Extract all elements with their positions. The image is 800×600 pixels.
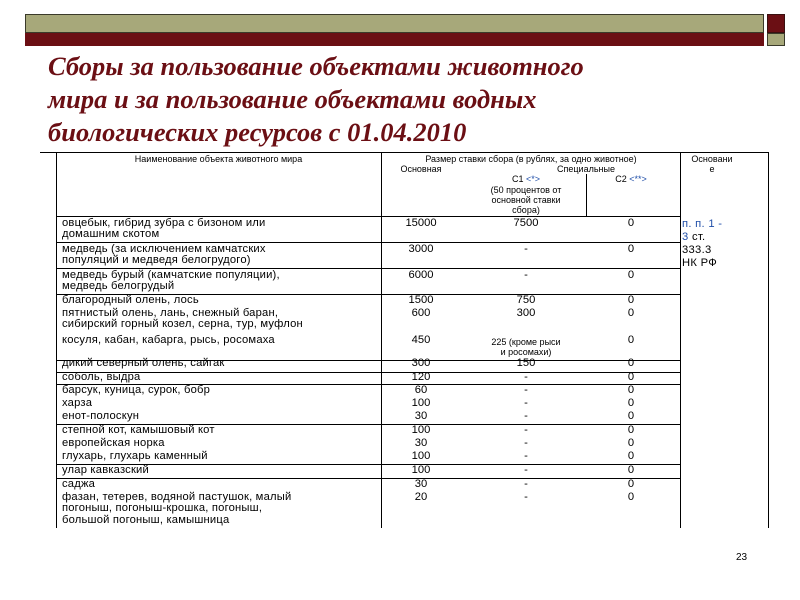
row-c1-rate: - bbox=[524, 269, 528, 281]
row-name: саджа bbox=[62, 478, 96, 490]
row-c1-rate: - bbox=[524, 491, 528, 503]
row-c1-rate: 150 bbox=[516, 357, 536, 369]
row-basic-rate: 30 bbox=[414, 437, 428, 449]
row-basic-rate: 100 bbox=[411, 464, 431, 476]
row-name bbox=[62, 244, 334, 267]
row-basic-rate: 120 bbox=[411, 371, 431, 383]
grid-line bbox=[680, 152, 681, 528]
header-rate: Размер ставки сбора (в рублях, за одно животное) bbox=[425, 154, 637, 164]
row-name: глухарь, глухарь каменный bbox=[62, 450, 208, 462]
row-c2-rate: 0 bbox=[627, 357, 635, 369]
header-c1-note-3: сбора) bbox=[512, 205, 540, 215]
row-c2-rate: 0 bbox=[627, 384, 635, 396]
row-c2-rate: 0 bbox=[627, 397, 635, 409]
row-c2-rate: 0 bbox=[627, 269, 635, 281]
header-c1 bbox=[466, 174, 586, 184]
basis-text: 333.3 bbox=[682, 244, 712, 256]
row-name bbox=[62, 270, 334, 293]
basis-link-clause-3[interactable]: 3 bbox=[682, 231, 689, 243]
row-name-line: сибирский горный козел, серна, тур, муфлон bbox=[62, 318, 303, 331]
row-name: благородный олень, лось bbox=[62, 294, 199, 306]
basis-cell bbox=[682, 218, 768, 270]
row-c2-rate: 0 bbox=[627, 334, 635, 346]
row-c2-rate: 0 bbox=[627, 243, 635, 255]
row-name-line: медведь (за исключением камчатских bbox=[62, 243, 266, 255]
row-name-line: домашним скотом bbox=[62, 228, 160, 241]
slide-title bbox=[48, 50, 748, 149]
row-c2-rate: 0 bbox=[627, 491, 635, 503]
row-basic-rate: 15000 bbox=[405, 217, 437, 229]
row-basic-rate: 60 bbox=[414, 384, 428, 396]
row-c1-rate bbox=[466, 337, 586, 357]
row-basic-rate: 100 bbox=[411, 450, 431, 462]
row-basic-rate: 20 bbox=[414, 491, 428, 503]
grid-line bbox=[586, 174, 587, 216]
row-name: соболь, выдра bbox=[62, 371, 141, 383]
row-basic-rate: 30 bbox=[414, 410, 428, 422]
row-basic-rate: 30 bbox=[414, 478, 428, 490]
row-c2-rate: 0 bbox=[627, 371, 635, 383]
row-c2-rate: 0 bbox=[627, 217, 635, 229]
row-c2-rate: 0 bbox=[627, 478, 635, 490]
row-c1-rate: - bbox=[524, 410, 528, 422]
header-c2-ref: <**> bbox=[629, 174, 647, 184]
row-basic-rate: 450 bbox=[411, 334, 431, 346]
row-name-line: погоныш, погоныш-крошка, погоныш, bbox=[62, 502, 263, 515]
row-name-line: большой погоныш, камышница bbox=[62, 513, 230, 526]
title-line: биологических ресурсов с 01.04.2010 bbox=[48, 117, 467, 147]
row-c1-rate: 300 bbox=[516, 307, 536, 319]
row-name: степной кот, камышовый кот bbox=[62, 424, 215, 436]
page-number: 23 bbox=[736, 552, 748, 563]
row-basic-rate: 300 bbox=[411, 357, 431, 369]
row-name: енот-полоскун bbox=[62, 410, 140, 422]
row-c1-line: и росомахи) bbox=[500, 347, 552, 357]
row-name: косуля, кабан, кабарга, рысь, росомаха bbox=[62, 334, 275, 346]
row-basic-rate: 100 bbox=[411, 424, 431, 436]
header-c1-ref: <*> bbox=[526, 174, 541, 184]
row-name-line: овцебык, гибрид зубра с бизоном или bbox=[62, 217, 266, 229]
row-c1-rate: - bbox=[524, 437, 528, 449]
row-c2-rate: 0 bbox=[627, 437, 635, 449]
row-name: улар кавказский bbox=[62, 464, 149, 476]
header-basis-2: е bbox=[709, 164, 715, 174]
title-line: Сборы за пользование объектами животного bbox=[48, 51, 584, 81]
row-c2-rate: 0 bbox=[627, 450, 635, 462]
grid-line bbox=[56, 152, 57, 528]
row-c1-rate: 7500 bbox=[513, 217, 539, 229]
grid-line bbox=[768, 152, 769, 528]
header-bar-olive bbox=[25, 14, 764, 33]
row-c1-rate: - bbox=[524, 450, 528, 462]
row-c1-line: 225 (кроме рыси bbox=[491, 337, 561, 347]
row-name: харза bbox=[62, 397, 93, 409]
header-c1-label: С1 bbox=[511, 174, 524, 184]
row-c2-rate: 0 bbox=[627, 424, 635, 436]
basis-text: НК РФ bbox=[682, 257, 718, 269]
basis-text: ст. bbox=[691, 231, 706, 243]
row-c1-rate: - bbox=[524, 424, 528, 436]
row-basic-rate: 100 bbox=[411, 397, 431, 409]
row-name-line: пятнистый олень, лань, снежный баран, bbox=[62, 307, 279, 319]
row-name: барсук, куница, сурок, бобр bbox=[62, 384, 211, 396]
row-c1-rate: 750 bbox=[516, 294, 536, 306]
row-name-line: медведь бурый (камчатские популяции), bbox=[62, 269, 280, 281]
header-square-maroon bbox=[767, 14, 785, 33]
header-bar-maroon bbox=[25, 33, 764, 46]
row-name bbox=[62, 308, 334, 331]
row-c2-rate: 0 bbox=[627, 464, 635, 476]
row-c1-rate: - bbox=[524, 243, 528, 255]
row-c2-rate: 0 bbox=[627, 294, 635, 306]
header-basis-1: Основани bbox=[691, 154, 733, 164]
row-c1-rate: - bbox=[524, 397, 528, 409]
row-c1-rate: - bbox=[524, 384, 528, 396]
row-name-line: популяций и медведя белогрудого) bbox=[62, 254, 251, 267]
header-name: Наименование объекта животного мира bbox=[134, 154, 303, 164]
row-name bbox=[62, 492, 334, 526]
row-name: европейская норка bbox=[62, 437, 165, 449]
header-special: Специальные bbox=[557, 164, 615, 174]
header-basic: Основная bbox=[400, 164, 442, 174]
row-basic-rate: 6000 bbox=[408, 269, 434, 281]
title-line: мира и за пользование объектами водных bbox=[48, 84, 537, 114]
row-c1-rate: - bbox=[524, 371, 528, 383]
row-basic-rate: 1500 bbox=[408, 294, 434, 306]
row-name-line: фазан, тетерев, водяной пастушок, малый bbox=[62, 491, 292, 503]
row-c2-rate: 0 bbox=[627, 410, 635, 422]
basis-link-clauses[interactable]: п. п. 1 - bbox=[682, 218, 723, 230]
row-c1-rate: - bbox=[524, 478, 528, 490]
header-c2-label: С2 bbox=[615, 174, 627, 184]
row-basic-rate: 600 bbox=[411, 307, 431, 319]
row-c2-rate: 0 bbox=[627, 307, 635, 319]
row-name bbox=[62, 218, 334, 241]
header-c2 bbox=[586, 174, 676, 184]
header-c1-note-2: основной ставки bbox=[491, 195, 561, 205]
row-c1-rate: - bbox=[524, 464, 528, 476]
row-basic-rate: 3000 bbox=[408, 243, 434, 255]
title-underline bbox=[40, 152, 768, 153]
header-c1-note-1: (50 процентов от bbox=[490, 185, 562, 195]
header-square-olive bbox=[767, 33, 785, 46]
row-name-line: медведь белогрудый bbox=[62, 280, 175, 293]
row-name: дикий северный олень, сайгак bbox=[62, 357, 225, 369]
